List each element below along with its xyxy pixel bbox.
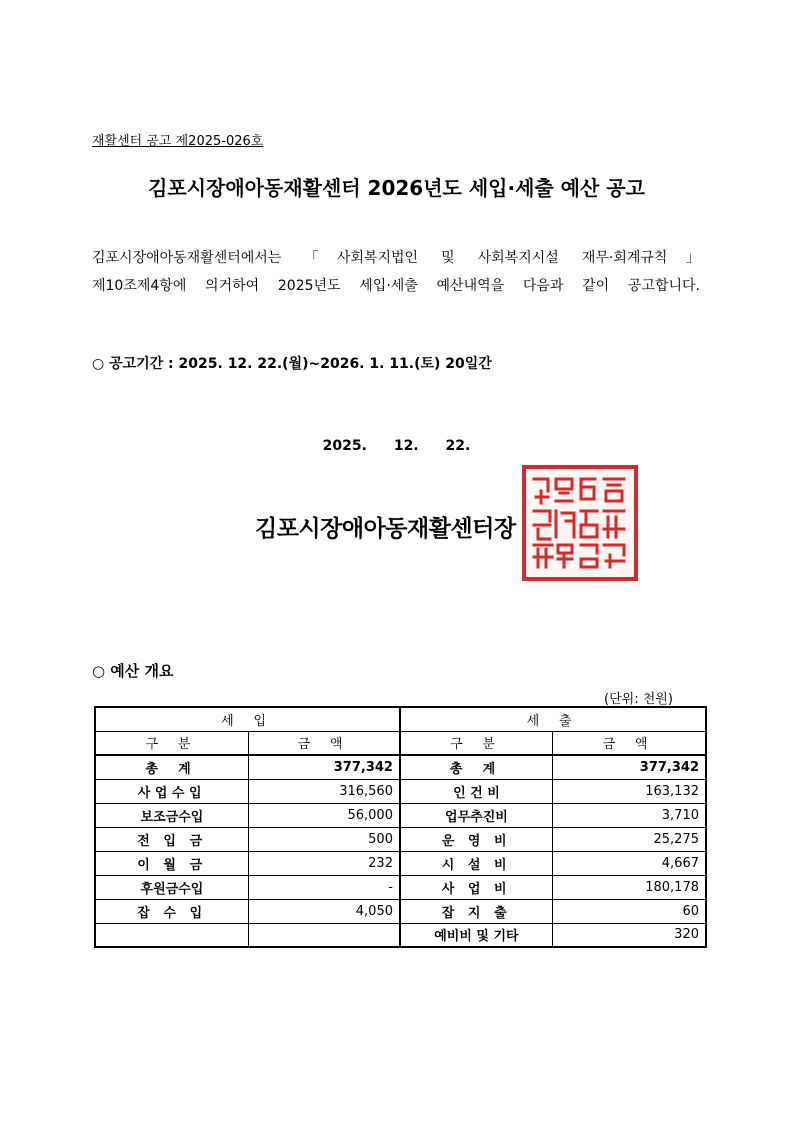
expense-amount: 60 (552, 899, 706, 923)
table-row (95, 899, 706, 923)
expense-header: 세 출 (400, 707, 706, 731)
document-number: 재활센터 공고 제2025-026호 (92, 134, 264, 149)
expense-label: 잡 지 출 (400, 899, 552, 923)
revenue-amount (248, 923, 400, 947)
revenue-label: 잡 수 입 (95, 899, 248, 923)
revenue-amount: 500 (248, 827, 400, 851)
table-row (95, 875, 706, 899)
revenue-header: 세 입 (95, 707, 400, 731)
expense-amount: 163,132 (552, 779, 706, 803)
intro-paragraph-line-2: 제10조제4항에 의거하여 2025년도 세입·세출 예산내역을 다음과 같이 공고합니다. (92, 278, 700, 294)
notice-date: 2025. 12. 22. (322, 438, 471, 454)
expense-amount: 25,275 (552, 827, 706, 851)
revenue-label: 후원금수입 (95, 875, 248, 899)
revenue-label (95, 923, 248, 947)
unit-note: (단위: 천원) (604, 692, 673, 707)
expense-amount: 3,710 (552, 803, 706, 827)
expense-amount: 4,667 (552, 851, 706, 875)
revenue-amount: 316,560 (248, 779, 400, 803)
revenue-amount: 232 (248, 851, 400, 875)
expense-label: 총 계 (400, 755, 552, 779)
expense-amount: 377,342 (552, 755, 706, 779)
revenue-amount: - (248, 875, 400, 899)
budget-table (94, 706, 707, 948)
revenue-label: 총 계 (95, 755, 248, 779)
issuer-name: 김포시장애아동재활센터장 (255, 516, 516, 542)
table-row (95, 779, 706, 803)
notice-period: ○ 공고기간 : 2025. 12. 22.(월)~2026. 1. 11.(토) 20일간 (92, 356, 492, 372)
expense-label: 시 설 비 (400, 851, 552, 875)
official-seal-stamp (522, 465, 638, 581)
expense-label: 예비비 및 기타 (400, 923, 552, 947)
revenue-category-header: 구 분 (95, 731, 248, 755)
seal-icon (526, 469, 634, 577)
expense-label: 업무추진비 (400, 803, 552, 827)
revenue-label: 전 입 금 (95, 827, 248, 851)
revenue-amount-header: 금 액 (248, 731, 400, 755)
expense-amount: 180,178 (552, 875, 706, 899)
table-row (95, 803, 706, 827)
table-row (95, 851, 706, 875)
expense-amount-header: 금 액 (552, 731, 706, 755)
revenue-amount: 4,050 (248, 899, 400, 923)
revenue-amount: 56,000 (248, 803, 400, 827)
document-title: 김포시장애아동재활센터 2026년도 세입·세출 예산 공고 (148, 176, 645, 200)
expense-amount: 320 (552, 923, 706, 947)
revenue-amount: 377,342 (248, 755, 400, 779)
expense-label: 운 영 비 (400, 827, 552, 851)
budget-overview-heading: ○ 예산 개요 (92, 662, 174, 680)
intro-paragraph-line-1: 김포시장애아동재활센터에서는 「사회복지법인 및 사회복지시설 재무·회계규칙」 (92, 250, 700, 266)
revenue-label: 보조금수입 (95, 803, 248, 827)
expense-label: 사 업 비 (400, 875, 552, 899)
table-row (95, 923, 706, 947)
expense-category-header: 구 분 (400, 731, 552, 755)
table-row (95, 755, 706, 779)
expense-label: 인 건 비 (400, 779, 552, 803)
revenue-label: 사업수입 (95, 779, 248, 803)
table-row (95, 827, 706, 851)
revenue-label: 이 월 금 (95, 851, 248, 875)
